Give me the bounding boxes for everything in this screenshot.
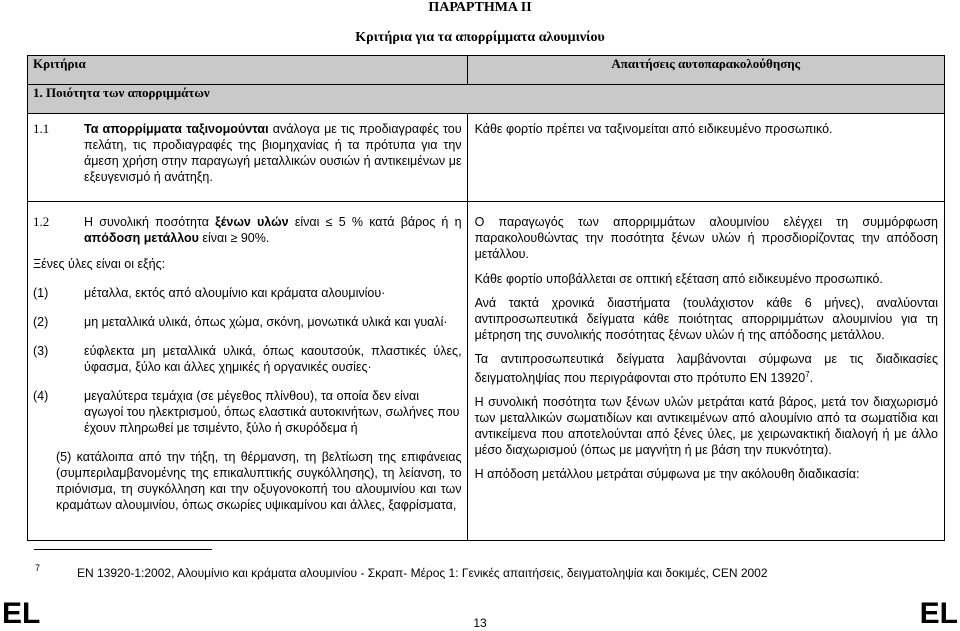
annex-subtitle: Κριτήρια για τα απορρίμματα αλουμινίου xyxy=(355,30,605,45)
criterion-bold-text: απόδοση μετάλλου xyxy=(84,231,199,245)
requirement-1-1: Κάθε φορτίο πρέπει να ταξινομείται από ειδικευμένο προσωπικό. xyxy=(474,122,833,136)
criterion-text: 90%. xyxy=(237,231,270,245)
list-item-number: (4) xyxy=(33,389,49,403)
language-code-left: EL xyxy=(2,597,41,630)
criterion-1-1 xyxy=(28,114,467,185)
requirement-paragraph: Ανά τακτά χρονικά διαστήματα (τουλάχιστον κάθε 6 μήνες), αναλύονται αντιπροσωπευτικά δείγματα κάθε ποιότητας απορριμμάτων αλουμινίου για τη μέτρηση της συνολικής ποσότητας ξένων υλών ή της απόδοσης μετάλλου. xyxy=(474,296,938,342)
footnote-separator xyxy=(34,549,212,550)
language-code-right: EL xyxy=(919,597,958,630)
criterion-1-2 xyxy=(28,202,467,246)
list-item-text: εύφλεκτα μη μεταλλικά υλικά, όπως καουτσούκ, πλαστικές ύλες, ύφασμα, ξύλο και άλλες χημικές ή οργανικές ουσίες· xyxy=(84,344,462,374)
list-item-number: (2) xyxy=(33,315,49,329)
criteria-table xyxy=(27,55,945,541)
criterion-text: ανάλογα με τις προδιαγραφές του πελάτη, τις προδιαγραφές της βιομηχανίας ή τα πρότυπα για την άμεση χρήση στην παραγωγή μεταλλικών ουσιών ή αντικειμένων με εξευγενισμό ή ανάτηξη. xyxy=(84,122,462,184)
section-title: 1. Ποιότητα των απορριμμάτων xyxy=(28,85,945,114)
list-item-5: (5) κατάλοιπα από την τήξη, τη θέρμανση, τη βελτίωση της επιφάνειας (συμπεριλαμβανομένης της επικαλυπτικής συγκόλλησης), τη λείανση, το πριόνισμα, τη συγκόλληση και την οξυγονοκοπή του αλουμινίου και των κραμάτων αλουμινίου, όπως σκωρίες υψικαμίνου και άλλες, ξαφρίσματα, xyxy=(56,450,462,512)
list-item-text: μέταλλα, εκτός από αλουμίνιο και κράματα αλουμινίου· xyxy=(84,286,386,300)
table-header-row xyxy=(28,56,945,85)
criterion-bold-text: Τα απορρίμματα ταξινομούνται xyxy=(84,122,269,136)
table-row xyxy=(28,202,945,541)
list-item-number: (1) xyxy=(33,286,49,300)
footnote-reference[interactable]: 7 xyxy=(805,370,810,379)
list-item-text: μη μεταλλικά υλικά, όπως χώμα, σκόνη, μονωτικά υλικά και γυαλί· xyxy=(84,315,448,329)
page-number: 13 xyxy=(473,616,487,630)
list-item xyxy=(28,301,467,330)
requirement-text: Τα αντιπροσωπευτικά δείγματα λαμβάνονται σύμφωνα με τις διαδικασίες δειγματοληψίας που περιγράφονται στο πρότυπο ΕΝ 13920 xyxy=(474,352,938,386)
requirement-paragraph: Η απόδοση μετάλλου μετράται σύμφωνα με την ακόλουθη διαδικασία: xyxy=(474,467,860,482)
list-item xyxy=(28,330,467,375)
footnote-number: 7 xyxy=(35,563,41,573)
requirement-paragraph: Κάθε φορτίο υποβάλλεται σε οπτική εξέταση από ειδικευμένο προσωπικό. xyxy=(474,272,883,286)
annex-title: ΠΑΡΑΡΤΗΜΑ ΙΙ xyxy=(428,0,532,15)
requirement-paragraph: Ο παραγωγός των απορριμμάτων αλουμινίου ελέγχει τη συμμόρφωση παρακολουθώντας την ποσότητα ξένων υλών ή προσδιορίζοντας την απόδοση μετάλλου. xyxy=(474,215,938,261)
header-criteria: Κριτήρια xyxy=(28,56,468,85)
requirement-paragraph xyxy=(468,343,944,386)
criterion-text: 5 % κατά βάρος ή η xyxy=(332,215,462,229)
list-item xyxy=(28,375,467,436)
footnote-text: ΕΝ 13920-1:2002, Αλουμίνιο και κράματα αλουμινίου - Σκραπ- Μέρος 1: Γενικές απαιτήσεις, δειγματοληψία και δοκιμές, CEN 2002 xyxy=(77,566,768,580)
criterion-text: είναι xyxy=(288,215,326,229)
foreign-materials-intro: Ξένες ύλες είναι οι εξής: xyxy=(33,257,166,271)
criterion-bold-text: ξένων υλών xyxy=(215,215,289,229)
table-row xyxy=(28,114,945,202)
criterion-number: 1.1 xyxy=(33,121,50,136)
section-row xyxy=(28,85,945,114)
requirement-text: . xyxy=(809,371,814,386)
list-item xyxy=(28,272,467,301)
greater-equal-symbol: ≥ xyxy=(230,231,238,245)
less-equal-symbol: ≤ xyxy=(325,215,333,229)
requirement-paragraph: Η συνολική ποσότητα των ξένων υλών μετράται κατά βάρος, μετά τον διαχωρισμό των μεταλλικών σωματιδίων και αντικειμένων από αλουμίνιο από τα σωματίδια και αντικείμενα που αποτελούνται από ξένες ύλες, με χειρωνακτική διαλογή ή με άλλο μέσο διαχωρισμού (όπως με μαγνήτη ή με βάση την πυκνότητα). xyxy=(474,395,938,458)
list-item-text: μεγαλύτερα τεμάχια (σε μέγεθος πλίνθου), τα οποία δεν είναι αγωγοί του ηλεκτρισμού, όπως ελαστικά αυτοκινήτων, σωλήνες που έχουν πληρωθεί με τσιμέντο, ξύλο ή σκυρόδεμα ή xyxy=(84,389,460,435)
criterion-number: 1.2 xyxy=(33,214,50,229)
criterion-text: είναι xyxy=(198,231,231,245)
header-requirements: Απαιτήσεις αυτοπαρακολούθησης xyxy=(467,56,944,85)
list-item-number: (3) xyxy=(33,344,49,358)
criterion-text: Η συνολική ποσότητα xyxy=(84,215,216,229)
